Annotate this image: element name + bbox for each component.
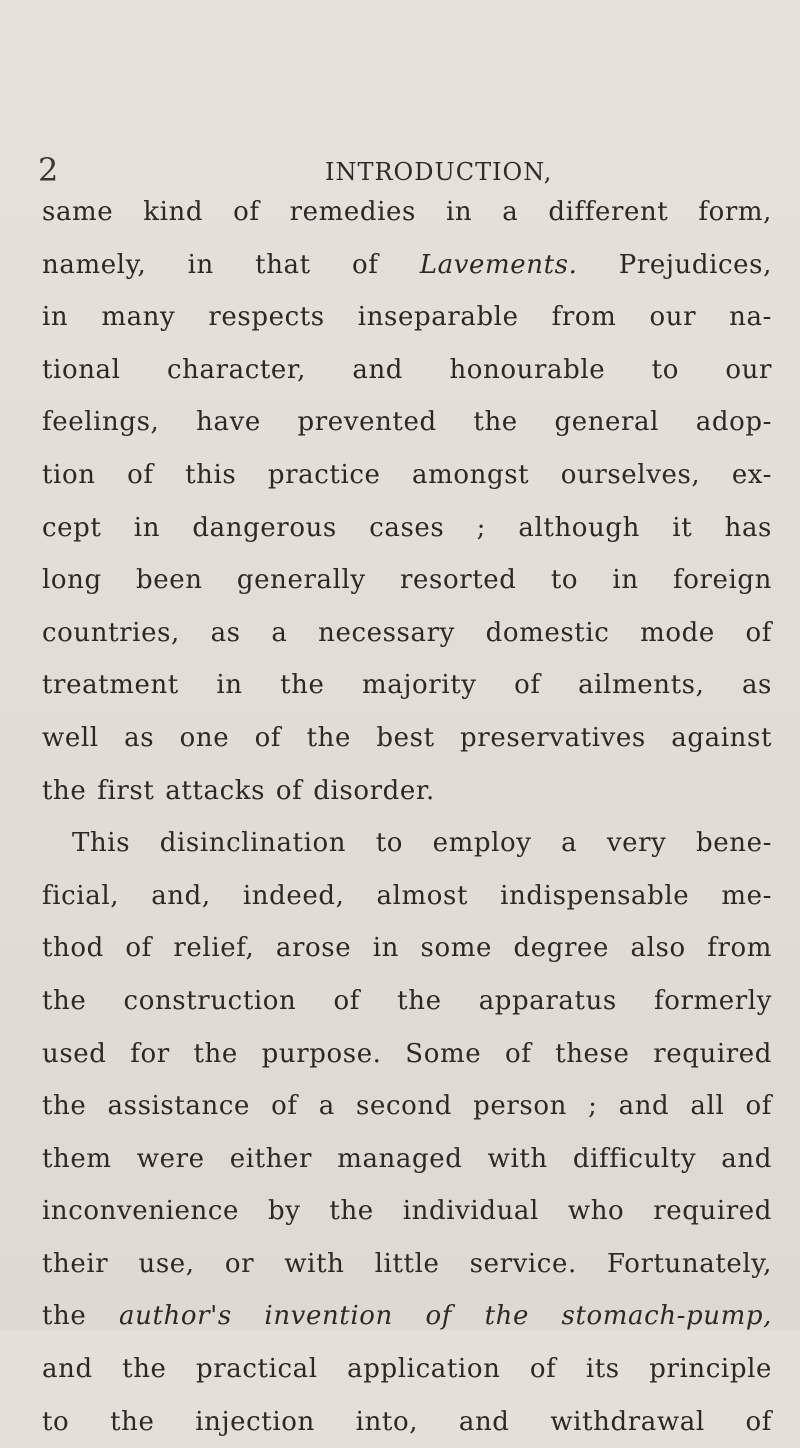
text-line: the assistance of a second person ; and all of: [42, 1091, 772, 1122]
paragraph-start-line: This disinclination to employ a very bene-: [72, 828, 772, 859]
text-line: treatment in the majority of ailments, as: [42, 670, 772, 701]
text-line: the construction of the apparatus formerly: [42, 985, 772, 1016]
page-number: 2: [38, 151, 59, 189]
text-line: thod of relief, arose in some degree also from: [42, 933, 772, 964]
text-line: well as one of the best preservatives against: [42, 722, 772, 753]
running-head: INTRODUCTION,: [325, 158, 553, 186]
text-line: their use, or with little service. Fortunately,: [42, 1248, 772, 1279]
page-header: [0, 150, 800, 190]
body-text: [42, 186, 772, 1448]
paragraph-end-line: the first attacks of disorder.: [42, 775, 435, 806]
text-line: countries, as a necessary domestic mode of: [42, 617, 772, 648]
text-line: and the practical application of its principle: [42, 1354, 772, 1385]
text-line: feelings, have prevented the general adop-: [42, 407, 772, 438]
text-line: used for the purpose. Some of these required: [42, 1038, 772, 1069]
text-line: namely, in that of Lavements. Prejudices,: [42, 249, 772, 280]
text-line: inconvenience by the individual who required: [42, 1196, 772, 1227]
text-line: the author's invention of the stomach-pump,: [42, 1301, 772, 1332]
text-line: tion of this practice amongst ourselves, ex-: [42, 459, 772, 490]
text-line: ficial, and, indeed, almost indispensable me-: [42, 880, 772, 911]
text-line: them were either managed with difficulty and: [42, 1143, 772, 1174]
text-line: in many respects inseparable from our na-: [42, 302, 772, 333]
text-line: same kind of remedies in a different form,: [42, 197, 772, 227]
text-line: to the injection into, and withdrawal of: [42, 1406, 772, 1437]
text-line: long been generally resorted to in foreign: [42, 565, 772, 596]
text-line: tional character, and honourable to our: [42, 354, 772, 385]
text-line: cept in dangerous cases ; although it has: [42, 512, 772, 543]
